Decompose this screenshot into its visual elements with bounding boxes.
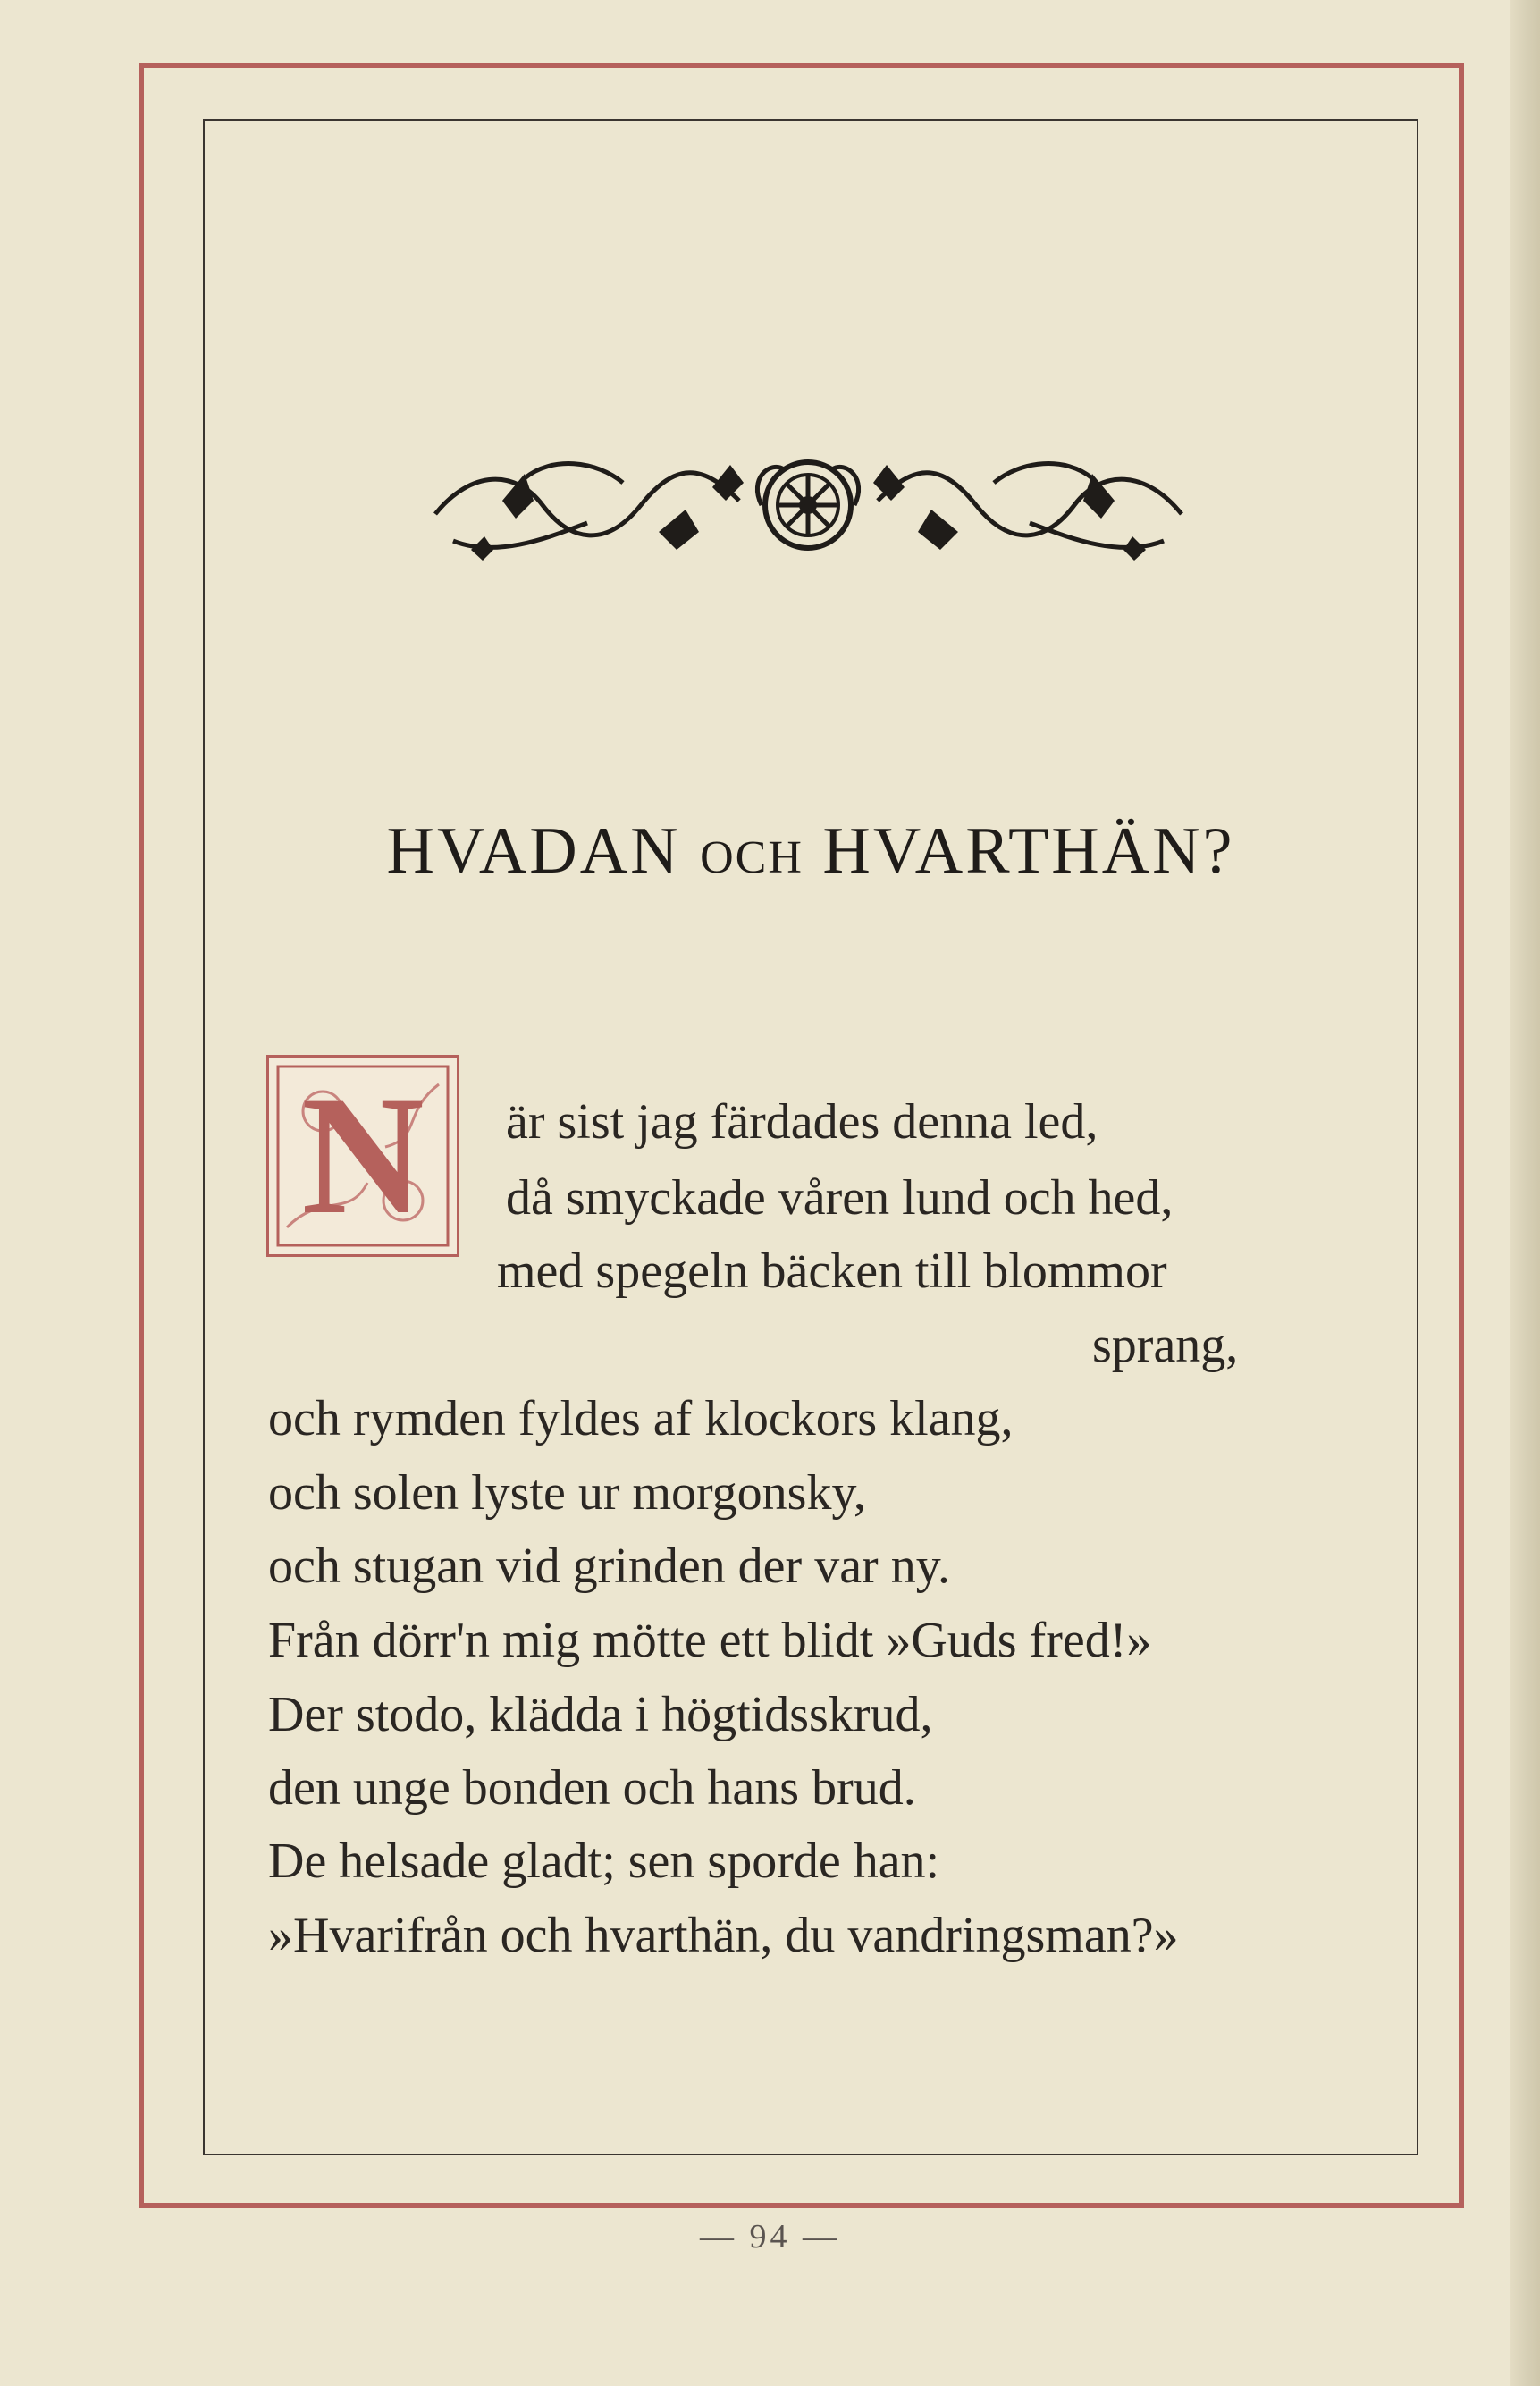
poem-line: Från dörr'n mig mötte ett blidt »Guds fred!» xyxy=(268,1613,1152,1668)
poem-line: den unge bonden och hans brud. xyxy=(268,1760,916,1816)
poem-line: »Hvarifrån och hvarthän, du vandringsman?» xyxy=(268,1908,1179,1963)
initial-letter: N xyxy=(301,1062,425,1250)
poem-line: är sist jag färdades denna led, xyxy=(506,1094,1098,1150)
title-word-2: HVARTHÄN? xyxy=(822,814,1235,888)
poem-line: med spegeln bäcken till blommor xyxy=(497,1244,1167,1299)
poem-line: och solen lyste ur morgonsky, xyxy=(268,1465,866,1521)
page-edge xyxy=(1510,0,1540,2386)
page-number: — 94 — xyxy=(700,2218,840,2255)
poem-line: och stugan vid grinden der var ny. xyxy=(268,1539,951,1594)
title-word-small: OCH xyxy=(700,832,804,883)
poem-line: sprang, xyxy=(1092,1318,1239,1373)
floral-ornament-icon xyxy=(417,451,1199,568)
poem-title xyxy=(203,814,1418,889)
decorated-initial xyxy=(266,1055,459,1257)
title-word-1: HVADAN xyxy=(386,814,681,888)
poem-line: De helsade gladt; sen sporde han: xyxy=(268,1834,940,1889)
poem-line: då smyckade våren lund och hed, xyxy=(506,1170,1174,1226)
poem-line: och rymden fyldes af klockors klang, xyxy=(268,1391,1014,1446)
poem-line: Der stodo, klädda i högtidsskrud, xyxy=(268,1687,933,1742)
